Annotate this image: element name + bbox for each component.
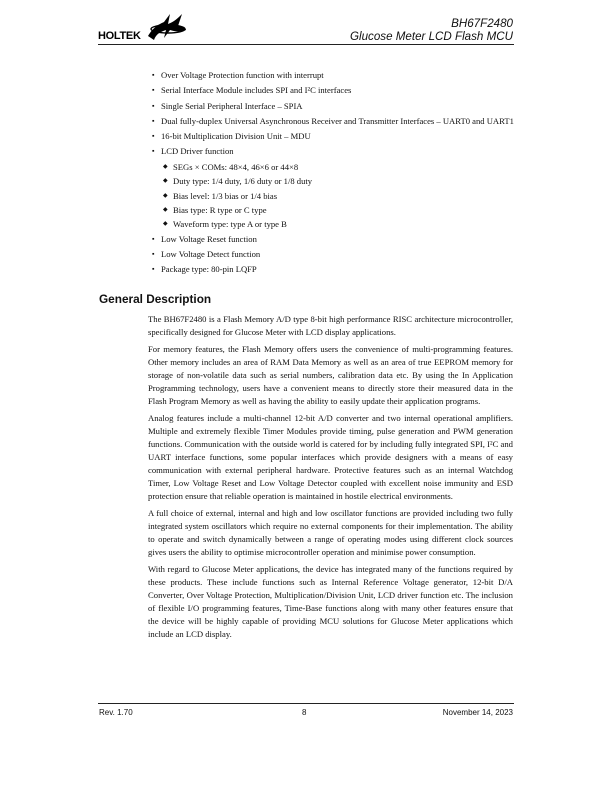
header-divider xyxy=(98,44,514,45)
bullet-icon: ▪ xyxy=(152,101,155,110)
feature-item xyxy=(152,83,514,98)
feature-text: Over Voltage Protection function with interrupt xyxy=(161,70,324,80)
diamond-bullet-icon: ◆ xyxy=(163,192,168,199)
diamond-bullet-icon: ◆ xyxy=(163,178,168,185)
paragraph: For memory features, the Flash Memory offers users the convenience of multi-programming features. Other memory includes an area of RAM Data Memory as well as an area of true EEPROM memory for storage of non-volatile data such as serial numbers, calibration data etc. By using the In Application Programming technology, users have a convenient means to directly store their measured data in the Flash Program Memory as well as having the ability to easily update their application programs. xyxy=(148,344,513,406)
section-heading: General Description xyxy=(99,292,212,306)
bullet-icon: ▪ xyxy=(152,71,155,79)
feature-text: Low Voltage Detect function xyxy=(161,249,261,260)
feature-subitem-text: Bias level: 1/3 bias or 1/4 bias xyxy=(173,190,278,201)
footer-divider xyxy=(98,703,514,704)
section-body xyxy=(148,313,513,645)
feature-text: Serial Interface Module includes SPI and I²C interfaces xyxy=(161,85,352,96)
bullet-icon: ▪ xyxy=(152,147,155,156)
paragraph: With regard to Glucose Meter applications, the device has integrated many of the functions required by these products. These include functions such as Internal Reference Voltage generator, 12-bit D/A Converter, Over Voltage Protection, Multiplication/Division Unit, LCD driver function etc. The inclusion of flexible I/O programming features, Time-Base functions along with many other features ensure that the device will be highly capable of providing MCU solutions for Glucose Meter applications which include an LCD display. xyxy=(148,564,513,639)
feature-item xyxy=(152,232,514,247)
feature-subitem-text: SEGs × COMs: 48×4, 46×6 or 44×8 xyxy=(173,161,299,172)
paragraph: The BH67F2480 is a Flash Memory A/D type 8-bit high performance RISC architecture microcontroller, specifically designed for Glucose Meter with LCD display applications. xyxy=(148,314,513,337)
feature-subitem xyxy=(163,160,514,174)
feature-subitem-text: Waveform type: type A or type B xyxy=(173,219,287,230)
feature-item xyxy=(152,68,514,83)
bullet-icon: ▪ xyxy=(152,265,155,274)
feature-item xyxy=(152,129,514,144)
feature-text: Single Serial Peripheral Interface – SPIA xyxy=(161,100,303,111)
feature-text: Package type: 80-pin LQFP xyxy=(161,264,257,275)
feature-list xyxy=(152,68,514,278)
feature-subitem-text: Bias type: R type or C type xyxy=(173,205,267,215)
feature-item xyxy=(152,144,514,231)
footer-page-number: 8 xyxy=(302,708,307,717)
product-title: Glucose Meter LCD Flash MCU xyxy=(350,30,513,43)
feature-item xyxy=(152,247,514,262)
feature-sublist xyxy=(161,160,514,232)
footer-date: November 14, 2023 xyxy=(442,708,513,717)
bullet-icon: ▪ xyxy=(152,234,155,243)
bullet-icon: ▪ xyxy=(152,132,155,141)
bullet-icon: ▪ xyxy=(152,86,155,95)
holtek-logo xyxy=(98,12,188,44)
feature-item xyxy=(152,114,514,129)
diamond-bullet-icon: ◆ xyxy=(163,207,168,213)
feature-subitem-text: Duty type: 1/4 duty, 1/6 duty or 1/8 duty xyxy=(173,176,313,187)
svg-text:HOLTEK: HOLTEK xyxy=(98,30,141,42)
feature-subitem xyxy=(163,217,514,231)
feature-text: Low Voltage Reset function xyxy=(161,233,257,244)
bullet-icon: ▪ xyxy=(152,116,155,125)
feature-item xyxy=(152,262,514,277)
feature-subitem xyxy=(163,189,514,203)
paragraph: A full choice of external, internal and high and low oscillator functions are provided including two fully integrated system oscillators which require no external components for their implementation. The ability to operate and switch dynamically between a range of operating modes using different clock sources gives users the ability to optimise microcontroller operation and minimise power consumption. xyxy=(148,508,513,557)
feature-item xyxy=(152,99,514,114)
document-header xyxy=(350,17,513,43)
feature-text: 16-bit Multiplication Division Unit – MDU xyxy=(161,131,311,142)
footer-revision: Rev. 1.70 xyxy=(99,708,133,717)
diamond-bullet-icon: ◆ xyxy=(163,221,168,228)
feature-subitem xyxy=(163,174,514,188)
feature-text: LCD Driver function xyxy=(161,146,234,157)
feature-text: Dual fully-duplex Universal Asynchronous Receiver and Transmitter Interfaces – UART0 and UART1 xyxy=(161,115,514,126)
part-number: BH67F2480 xyxy=(451,17,513,30)
bullet-icon: ▪ xyxy=(152,250,155,259)
paragraph: Analog features include a multi-channel 12-bit A/D converter and two internal operational amplifiers. Multiple and extremely flexible Timer Modules provide timing, pulse generation and PWM generation functions. Communication with the outside world is catered for by including fully integrated SPI, I²C and UART interface functions, some popular interfaces which provide designers with a means of easy communication with external peripheral hardware. Protective features such as an internal Watchdog Timer, Low Voltage Reset and Low Voltage Detector coupled with excellent noise immunity and ESD protection ensure that reliable operation is maintained in hostile electrical environments. xyxy=(148,413,513,501)
feature-subitem xyxy=(163,203,514,217)
diamond-bullet-icon: ◆ xyxy=(163,163,168,170)
